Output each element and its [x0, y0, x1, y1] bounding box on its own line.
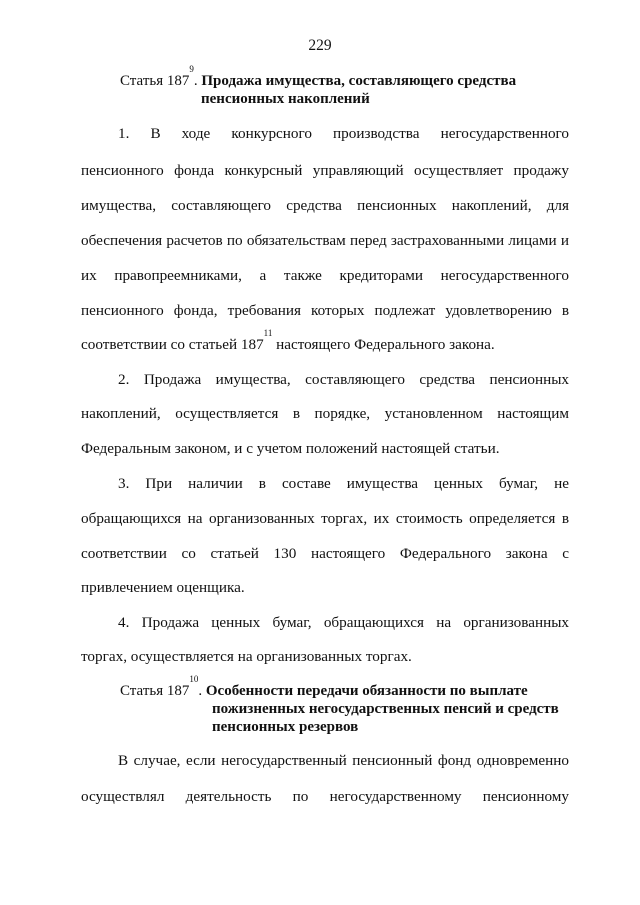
article-title-line: пенсионных резервов — [212, 719, 359, 735]
text-line: привлечением оценщика. — [81, 579, 245, 596]
text-line: обращающихся на организованных торгах, их стоимость определяется в — [81, 510, 569, 527]
article-heading-187-9 — [120, 64, 590, 108]
text-line: В случае, если негосударственный пенсионный фонд одновременно — [118, 752, 569, 769]
text-line: пенсионного фонда конкурсный управляющий осуществляет продажу — [81, 162, 569, 179]
text-line: соответствии со статьей $187^{11}$ настоящего Федерального закона. — [81, 328, 495, 353]
text-line: 4. Продажа ценных бумаг, обращающихся на организованных — [118, 614, 569, 631]
page-number: 229 — [308, 37, 332, 54]
text-line: соответствии со статьей 130 настоящего Федерального закона с — [81, 545, 569, 562]
article-title-line: Продажа имущества, составляющего средства — [201, 73, 517, 89]
text-line: 2. Продажа имущества, составляющего средства пенсионных — [118, 371, 569, 388]
text-line: Федеральным законом, и с учетом положений настоящей статьи. — [81, 440, 500, 457]
text-line: 3. При наличии в составе имущества ценных бумаг, не — [118, 475, 569, 492]
text-line: пенсионного фонда, требования которых подлежат удовлетворению в — [81, 302, 569, 319]
article-heading-187-10 — [120, 674, 590, 736]
article-title-line: пенсионных накоплений — [201, 91, 370, 107]
article-title-line: Особенности передачи обязанности по выплате — [205, 683, 528, 699]
text-line: осуществлял деятельность по негосударственному пенсионному — [81, 788, 569, 805]
text-line: накоплений, осуществляется в порядке, установленном настоящим — [81, 405, 569, 422]
article-label: Статья $187^{10}$. — [120, 674, 203, 699]
article-title-line: пожизненных негосударственных пенсий и средств — [212, 701, 559, 717]
text-line: их правопреемниками, а также кредиторами негосударственного — [81, 267, 569, 284]
text-line: 1. В ходе конкурсного производства негосударственного — [118, 125, 569, 142]
article-label: Статья $187^9$. — [120, 64, 198, 89]
text-line: имущества, составляющего средства пенсионных накоплений, для — [81, 197, 569, 214]
text-line: торгах, осуществляется на организованных торгах. — [81, 648, 412, 665]
text-line: обеспечения расчетов по обязательствам перед застрахованными лицами и — [81, 232, 569, 249]
